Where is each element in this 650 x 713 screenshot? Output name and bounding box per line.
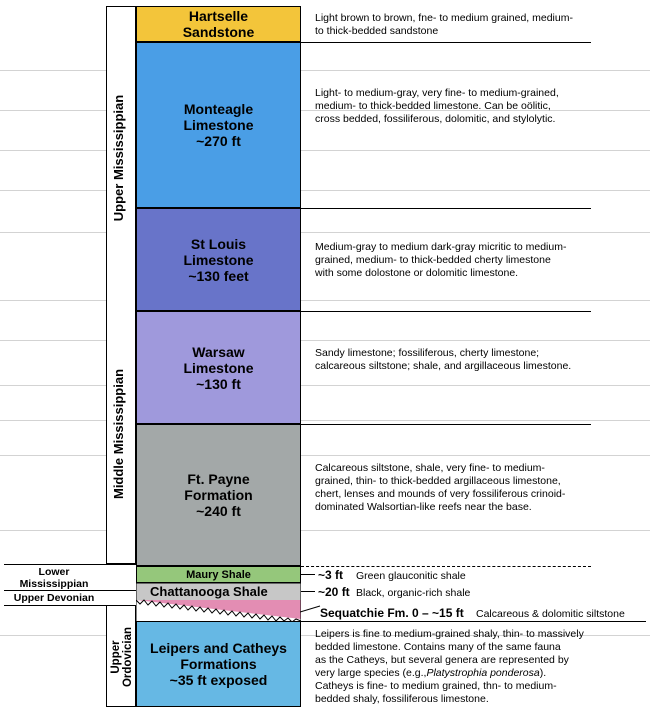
background-line [0, 190, 650, 191]
period-rule [4, 564, 136, 565]
desc-monteagle: Light- to medium-gray, very fine- to medium-grained, medium- to thick-bedded limestone. Can be oölitic, cross bedded, fossiliferous, dolomitic, and stylolytic. [315, 87, 559, 125]
unit-name: Leipers and Catheys Formations ~35 ft exposed [150, 640, 287, 688]
period-upper-ordovician: Upper Ordovician [110, 626, 134, 688]
desc-leipers-species: Platystrophia ponderosa [426, 667, 540, 679]
background-line [0, 300, 650, 301]
unit-leipers-catheys [136, 621, 301, 707]
unit-warsaw [136, 311, 301, 424]
description-rule [301, 566, 591, 568]
unit-name: Monteagle Limestone ~270 ft [183, 101, 254, 149]
unit-name: St Louis Limestone ~130 feet [183, 235, 254, 284]
desc-ft-payne: Calcareous siltstone, shale, very fine- to medium- grained, thin- to thick-bedded argillaceous limestone, chert, lenses and mounds of very fossiliferous crinoid- dominated Walsortian-like reefs near the base. [315, 462, 566, 513]
background-line [0, 385, 650, 386]
chattanooga-leader [301, 591, 315, 592]
desc-warsaw: Sandy limestone; fossiliferous, cherty limestone; calcareous siltstone; shale, and argillaceous limestone. [315, 347, 572, 372]
unit-monteagle [136, 42, 301, 208]
description-rule [301, 42, 591, 43]
period-rule [4, 590, 136, 591]
background-line [0, 70, 650, 71]
background-line [0, 530, 650, 531]
period-lower-mississippian: Lower Mississippian [19, 566, 89, 590]
description-rule [301, 424, 591, 425]
description-rule [301, 311, 591, 312]
maury-leader [301, 574, 315, 575]
unit-name: Ft. Payne Formation ~240 ft [184, 471, 253, 519]
period-upper-devonian: Upper Devonian [13, 592, 95, 604]
desc-catheys-text: ). Catheys is fine- to medium grained, thn- to medium- bedded shaly, fossiliferous limestone. [315, 667, 557, 705]
unit-maury [136, 566, 301, 583]
unit-chattanooga-name: Chattanooga Shale [150, 584, 268, 599]
desc-st-louis: Medium-gray to medium dark-gray micritic to medium- grained, medium- to thick-bedded cherty limestone with some dolostone or dolomitic limestone. [315, 241, 567, 279]
background-line [0, 340, 650, 341]
desc-hartselle: Light brown to brown, fne- to medium grained, medium- to thick-bedded sandstone [315, 12, 573, 37]
maury-thickness: ~3 ft [318, 568, 344, 582]
chattanooga-thickness: ~20 ft [318, 585, 350, 599]
sequatchie-leader [300, 600, 322, 616]
unit-ft-payne [136, 424, 301, 566]
background-line [0, 420, 650, 421]
desc-sequatchie: Calcareous & dolomitic siltstone [476, 608, 625, 620]
unit-name: Warsaw Limestone ~130 ft [183, 343, 254, 392]
description-rule [301, 208, 591, 209]
unit-name: Hartselle Sandstone [182, 8, 255, 40]
unit-st-louis [136, 208, 301, 311]
background-line [0, 150, 650, 151]
desc-chattanooga: Black, organic-rich shale [356, 587, 471, 599]
unit-hartselle [136, 6, 301, 42]
period-upper-mississippian: Upper Mississippian [111, 94, 126, 222]
unit-name: Maury Shale [186, 568, 251, 581]
period-middle-mississippian: Middle Mississippian [111, 368, 126, 500]
desc-maury: Green glauconitic shale [356, 570, 466, 582]
background-line [0, 232, 650, 233]
description-rule [301, 621, 646, 622]
unit-sequatchie-name: Sequatchie Fm. 0 – ~15 ft [320, 606, 464, 620]
desc-leipers-text: Leipers is fine to medium-grained shaly, thin- to massively bedded limestone. Contains many of the same fauna as the Catheys, but several genera are represented by very large species (e.g., [315, 628, 584, 679]
background-line [0, 455, 650, 456]
desc-leipers-catheys [315, 628, 584, 706]
